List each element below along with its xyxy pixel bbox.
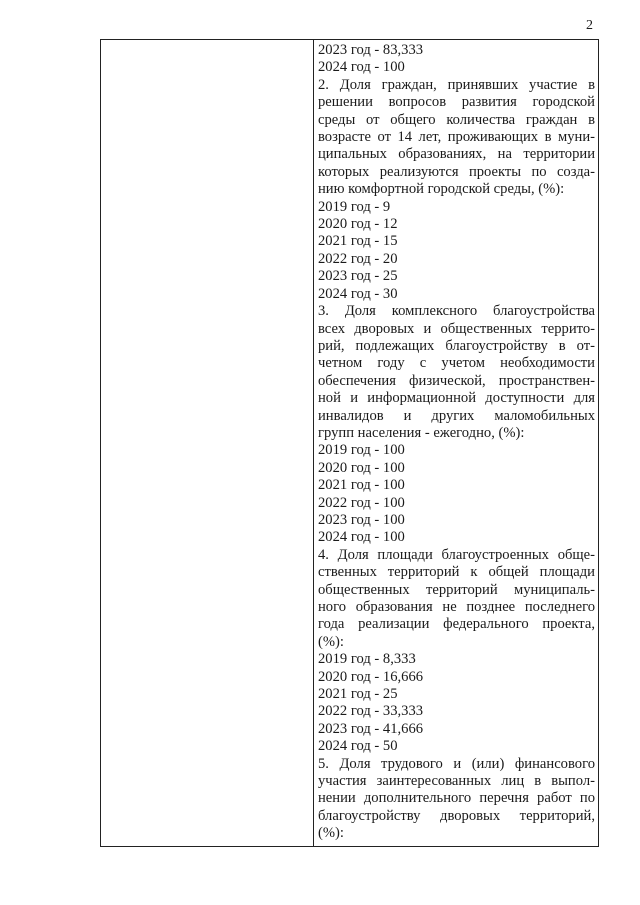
indicator-text-line: 3. Доля комплексного благоустройства — [318, 303, 595, 320]
indicator-text-line: решении вопросов развития городской — [318, 94, 595, 111]
year-value-line: 2023 год - 25 — [318, 268, 398, 285]
indicator-text-line: возрасте от 14 лет, проживающих в муни- — [318, 129, 595, 146]
year-value-line: 2021 год - 15 — [318, 233, 398, 250]
year-value-line: 2019 год - 100 — [318, 442, 405, 459]
year-value-line: 2023 год - 83,333 — [318, 42, 424, 58]
indicator-text-line: (%): — [318, 633, 344, 650]
table-left-cell — [101, 40, 314, 846]
indicator-text-line: 5. Доля трудового и (или) финансового — [318, 755, 595, 772]
indicator-text-line: четном году с учетом необходимости — [318, 355, 595, 372]
indicator-text-line: благоустройству дворовых территорий, — [318, 807, 595, 824]
indicator-paragraph — [318, 547, 595, 651]
year-value-line: 2020 год - 12 — [318, 216, 398, 233]
indicator-text-line: инвалидов и других маломобильных — [318, 407, 595, 424]
indicator-text-line: рий, подлежащих благоустройству в от- — [318, 337, 595, 354]
indicator-table — [100, 39, 599, 847]
year-value-line: 2022 год - 33,333 — [318, 703, 424, 720]
year-value-line: 2020 год - 100 — [318, 459, 405, 476]
indicator-text-line: ципальных образованиях, на территории — [318, 146, 595, 163]
year-value-line: 2024 год - 50 — [318, 738, 398, 755]
indicator-text-line: общественных территорий муниципаль- — [318, 581, 595, 598]
year-value-line: 2019 год - 8,333 — [318, 651, 416, 668]
year-value-line: 2020 год - 16,666 — [318, 668, 424, 685]
indicator-text-line: обеспечения физической, пространствен- — [318, 372, 595, 389]
year-value-line: 2023 год - 100 — [318, 511, 405, 528]
indicator-paragraph — [318, 77, 595, 199]
page-number: 2 — [586, 18, 593, 33]
year-value-line: 2021 год - 25 — [318, 686, 398, 703]
indicator-text-line: года реализации федерального проекта, — [318, 616, 595, 633]
year-value-line: 2019 год - 9 — [318, 198, 391, 215]
indicator-text-line: ного образования не позднее последнего — [318, 599, 595, 615]
indicator-text-line: групп населения - ежегодно, (%): — [318, 424, 525, 441]
indicator-text-line: 4. Доля площади благоустроенных обще- — [318, 546, 595, 563]
year-value-line: 2023 год - 41,666 — [318, 720, 424, 737]
indicator-text-line: ной и информационной доступности для — [318, 390, 595, 407]
indicator-text-line: (%): — [318, 825, 344, 842]
year-value-line: 2024 год - 100 — [318, 529, 405, 546]
indicator-text-line: которых реализуются проекты по созда- — [318, 163, 595, 180]
year-value-line: 2022 год - 100 — [318, 494, 405, 511]
table-right-cell — [314, 40, 598, 846]
indicator-text-line: 2. Доля граждан, принявших участие в — [318, 76, 595, 93]
year-value-line: 2022 год - 20 — [318, 250, 398, 267]
indicator-text-line: нении дополнительного перечня работ по — [318, 790, 595, 807]
indicator-text-line: всех дворовых и общественных террито- — [318, 320, 595, 337]
indicator-text-line: нию комфортной городской среды, (%): — [318, 181, 565, 198]
year-value-line: 2024 год - 100 — [318, 59, 405, 76]
indicator-text-line: среды от общего количества граждан в — [318, 111, 595, 128]
indicator-text-line: ственных территорий к общей площади — [318, 564, 595, 581]
indicator-text-line: участия заинтересованных лиц в выпол- — [318, 773, 595, 790]
year-value-line: 2021 год - 100 — [318, 477, 405, 494]
indicator-paragraph — [318, 303, 595, 442]
indicator-paragraph — [318, 756, 595, 843]
year-value-line: 2024 год - 30 — [318, 285, 398, 302]
